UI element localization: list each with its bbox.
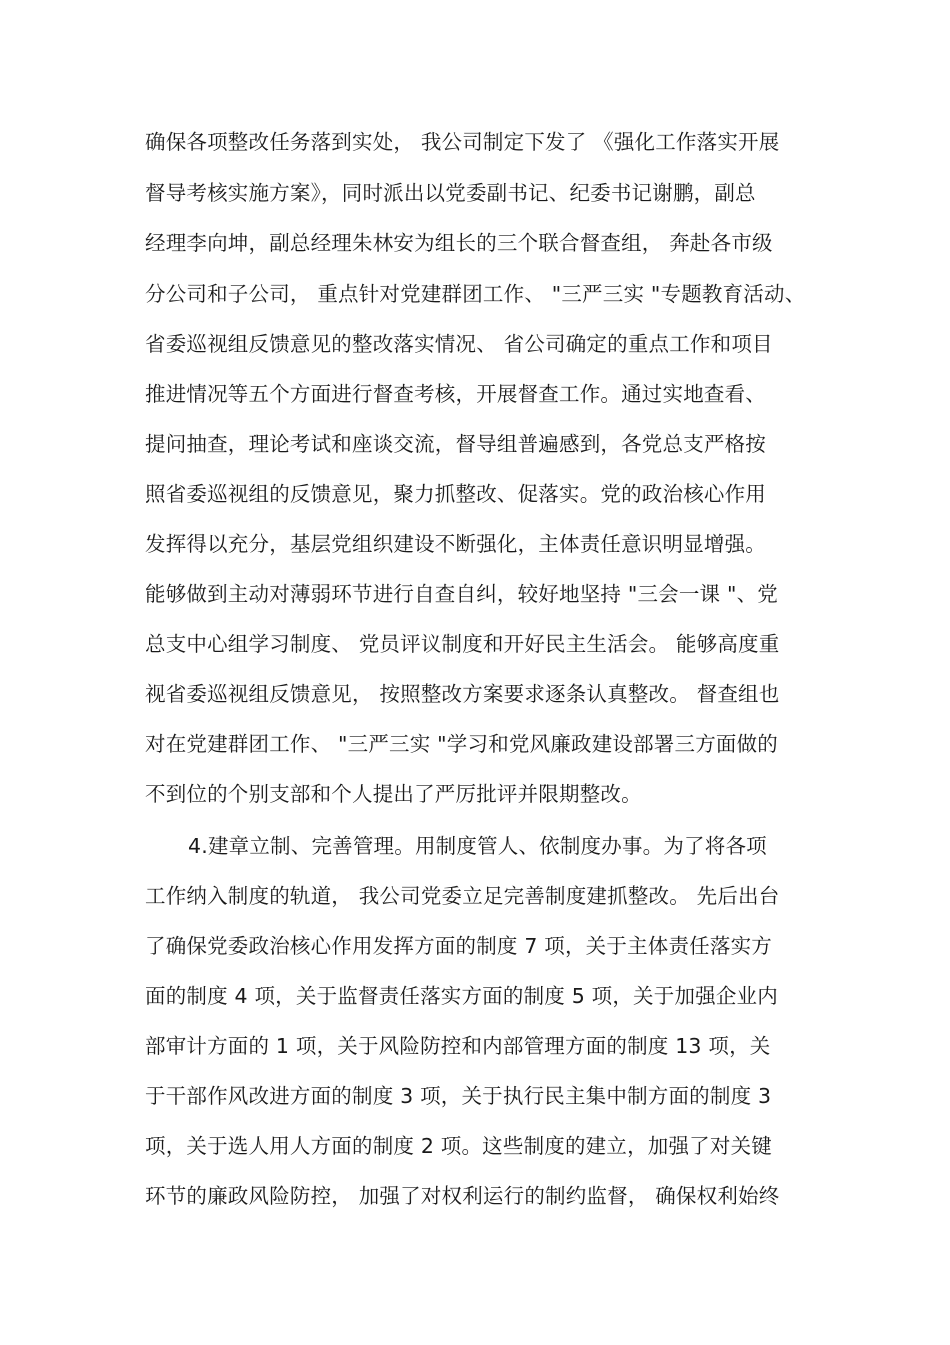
text-line: 面的制度 4 项，关于监督责任落实方面的制度 5 项，关于加强企业内: [145, 984, 778, 1008]
text-line: 能够做到主动对薄弱环节进行自查自纠，较好地坚持 "三会一课 "、党: [145, 582, 778, 606]
paragraph-start-line: 4.建章立制、完善管理。用制度管人、依制度办事。为了将各项: [188, 834, 767, 858]
text-line: 推进情况等五个方面进行督查考核，开展督查工作。通过实地查看、: [145, 382, 766, 406]
text-line: 照省委巡视组的反馈意见，聚力抓整改、促落实。党的政治核心作用: [145, 482, 766, 506]
text-line: 发挥得以充分，基层党组织建设不断强化，主体责任意识明显增强。: [145, 532, 766, 556]
text-line: 项，关于选人用人方面的制度 2 项。这些制度的建立，加强了对关键: [145, 1134, 772, 1158]
text-line: 省委巡视组反馈意见的整改落实情况、 省公司确定的重点工作和项目: [145, 332, 773, 356]
text-line: 提问抽查，理论考试和座谈交流，督导组普遍感到，各党总支严格按: [145, 432, 766, 456]
text-line: 环节的廉政风险防控， 加强了对权利运行的制约监督， 确保权利始终: [145, 1184, 780, 1208]
text-line: 于干部作风改进方面的制度 3 项，关于执行民主集中制方面的制度 3: [145, 1084, 772, 1108]
text-line: 对在党建群团工作、 "三严三实 "学习和党风廉政建设部署三方面做的: [145, 732, 778, 756]
text-line: 不到位的个别支部和个人提出了严厉批评并限期整改。: [145, 782, 642, 806]
text-line: 工作纳入制度的轨道， 我公司党委立足完善制度建抓整改。 先后出台: [145, 884, 780, 908]
text-line: 了确保党委政治核心作用发挥方面的制度 7 项，关于主体责任落实方: [145, 934, 772, 958]
text-line: 确保各项整改任务落到实处， 我公司制定下发了 《强化工作落实开展: [145, 130, 780, 154]
text-line: 督导考核实施方案》，同时派出以党委副书记、纪委书记谢鹏，副总: [145, 181, 756, 205]
text-line: 经理李向坤，副总经理朱林安为组长的三个联合督查组， 奔赴各市级: [145, 231, 773, 255]
text-line: 部审计方面的 1 项，关于风险防控和内部管理方面的制度 13 项，关: [145, 1034, 771, 1058]
text-line: 总支中心组学习制度、 党员评议制度和开好民主生活会。 能够高度重: [145, 632, 780, 656]
text-line: 视省委巡视组反馈意见， 按照整改方案要求逐条认真整改。 督查组也: [145, 682, 780, 706]
text-line: 分公司和子公司， 重点针对党建群团工作、 "三严三实 "专题教育活动、: [145, 282, 806, 306]
